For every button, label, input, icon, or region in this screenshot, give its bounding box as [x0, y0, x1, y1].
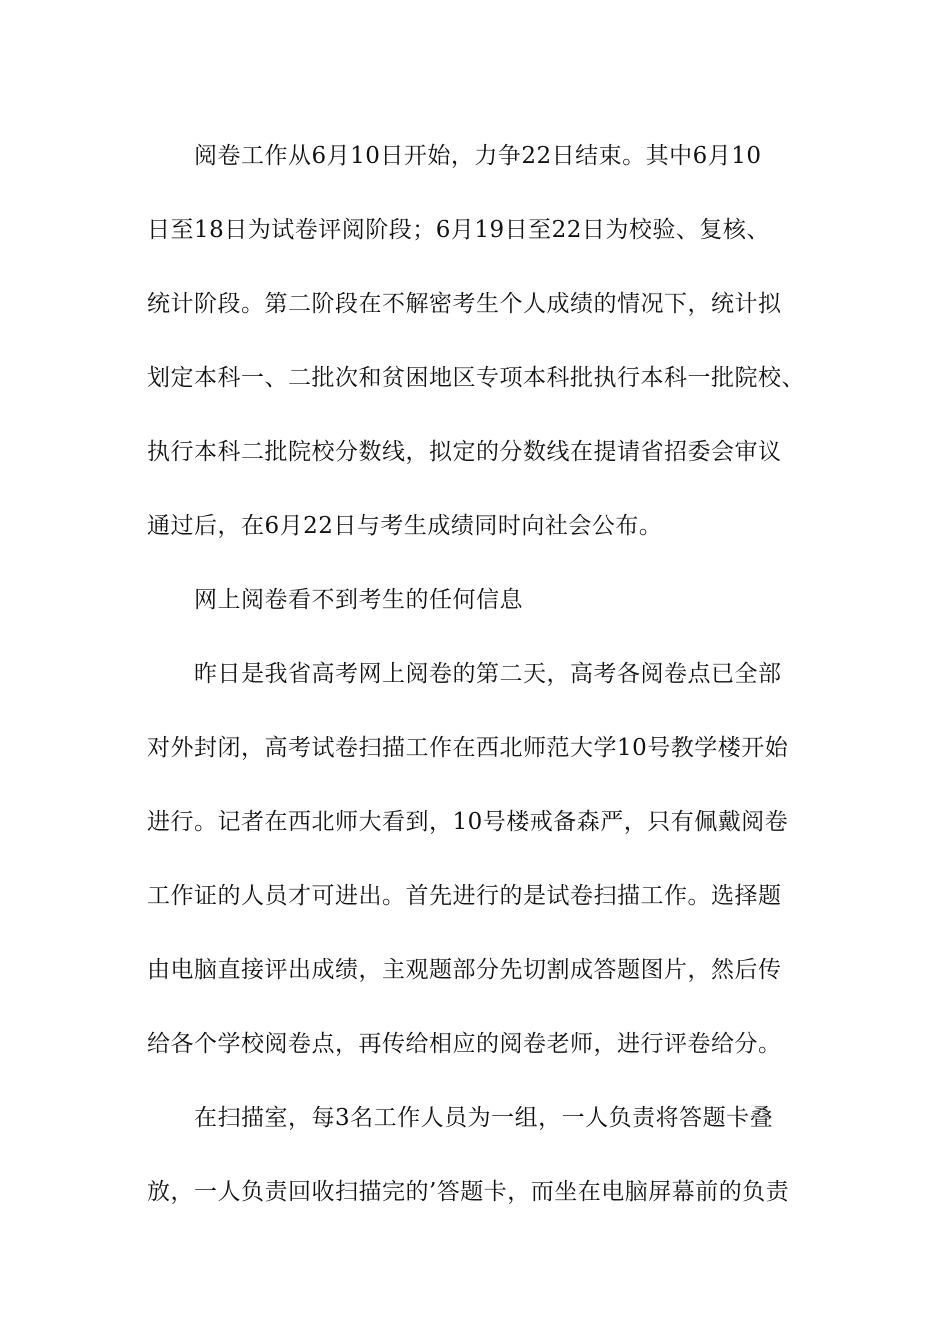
paragraph-line: 在扫描室，每3名工作人员为一组，一人负责将答题卡叠	[194, 1105, 774, 1131]
paragraph-line: 由电脑直接评出成绩，主观题部分先切割成答题图片，然后传	[147, 957, 782, 983]
paragraph-line: 进行。记者在西北师大看到，10号楼戒备森严，只有佩戴阅卷	[147, 809, 789, 835]
paragraph-line: 放，一人负责回收扫描完的’答题卡，而坐在电脑屏幕前的负责	[147, 1179, 790, 1205]
paragraph-line: 昨日是我省高考网上阅卷的第二天，高考各阅卷点已全部	[194, 661, 782, 687]
paragraph-line: 划定本科一、二批次和贫困地区专项本科批执行本科一批院校、	[147, 365, 805, 391]
document-body	[147, 130, 812, 1240]
paragraph-line: 日至18日为试卷评阅阶段；6月19日至22日为校验、复核、	[147, 217, 770, 243]
paragraph-line: 通过后，在6月22日与考生成绩同时向社会公布。	[147, 513, 663, 539]
paragraph-line: 执行本科二批院校分数线，拟定的分数线在提请省招委会审议	[147, 439, 782, 465]
paragraph-2	[147, 648, 812, 1070]
heading-line: 网上阅卷看不到考生的任何信息	[194, 587, 523, 613]
paragraph-3	[147, 1092, 812, 1218]
paragraph-line: 工作证的人员才可进出。首先进行的是试卷扫描工作。选择题	[147, 883, 782, 909]
paragraph-line: 对外封闭，高考试卷扫描工作在西北师范大学10号教学楼开始	[147, 735, 789, 761]
section-heading	[147, 574, 812, 626]
paragraph-line: 统计阶段。第二阶段在不解密考生个人成绩的情况下，统计拟	[147, 291, 782, 317]
paragraph-line: 阅卷工作从6月10日开始，力争22日结束。其中6月10	[194, 143, 762, 169]
paragraph-line: 给各个学校阅卷点，再传给相应的阅卷老师，进行评卷给分。	[147, 1031, 782, 1057]
paragraph-1	[147, 130, 812, 552]
